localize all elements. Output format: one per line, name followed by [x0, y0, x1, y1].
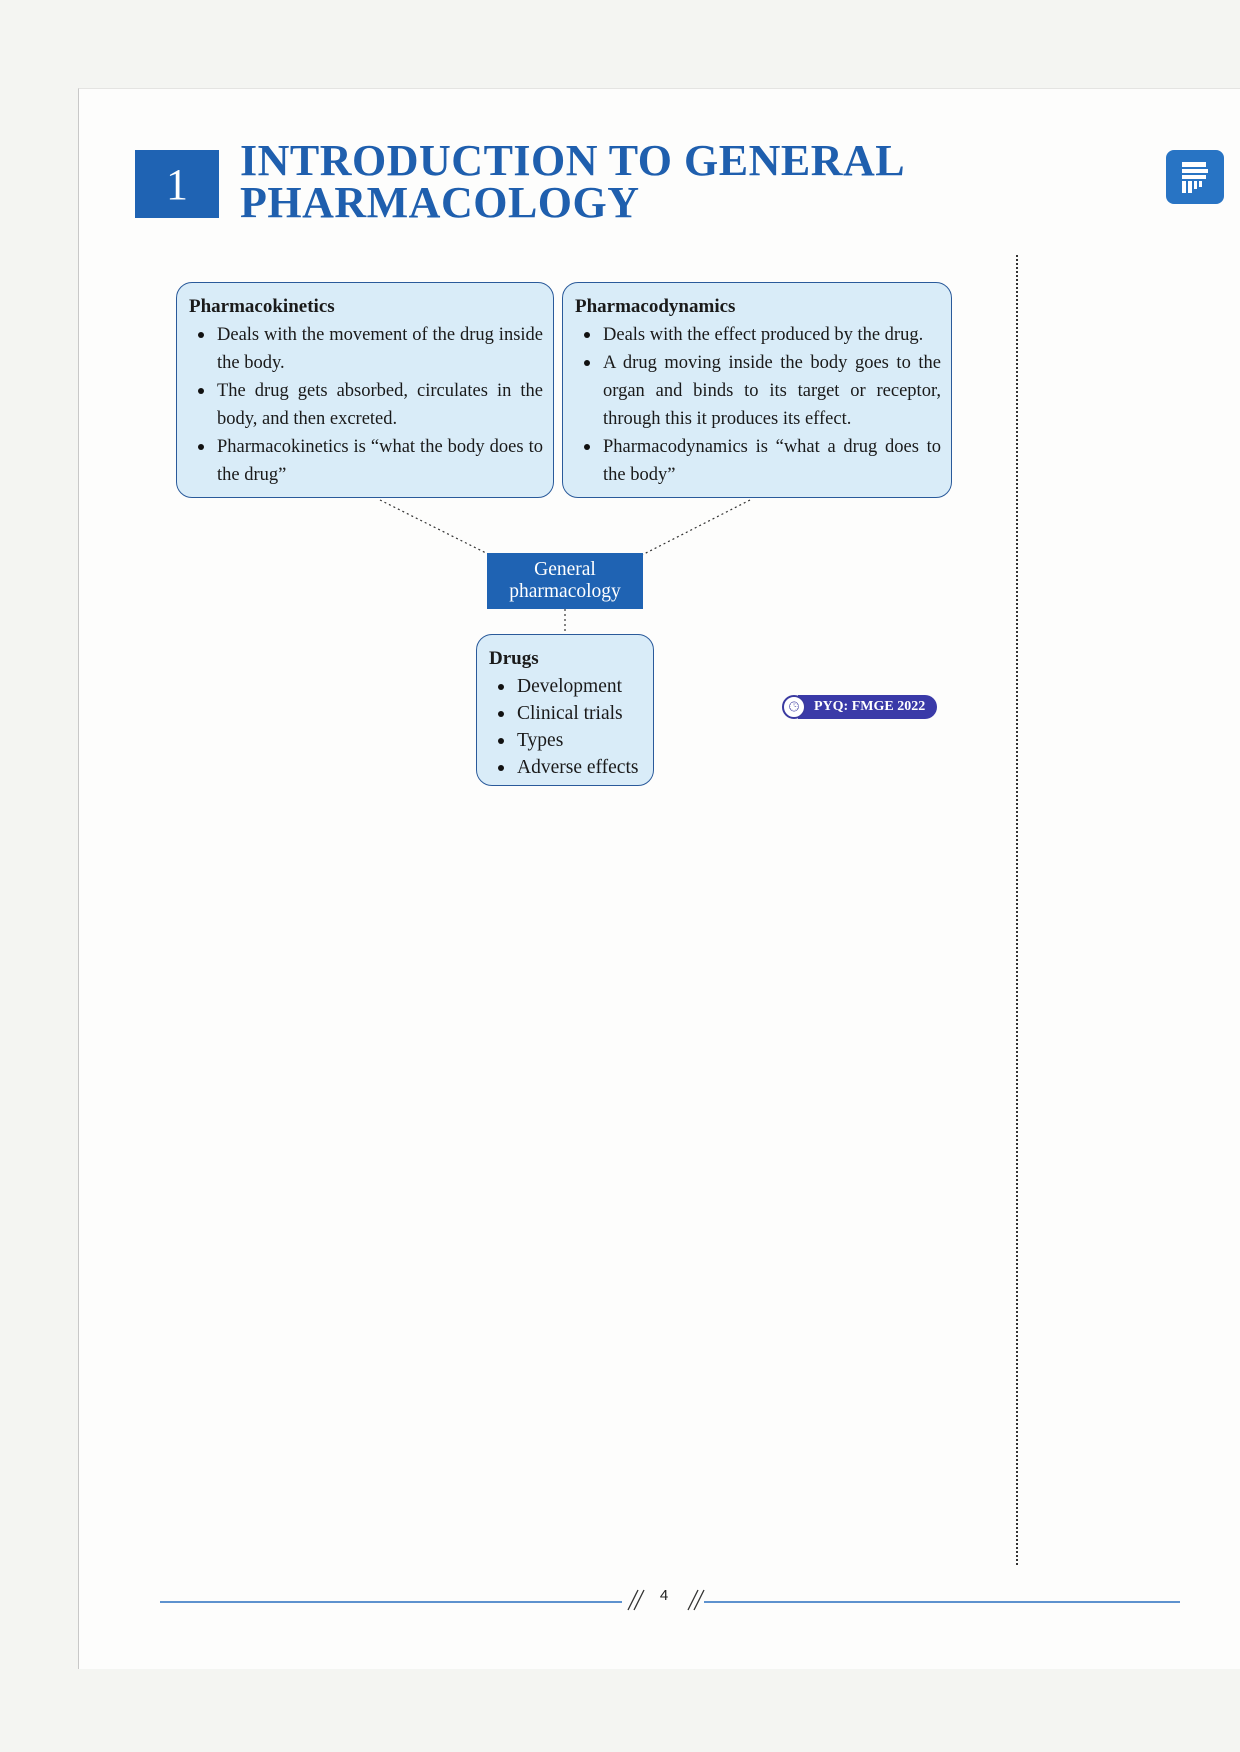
pharmacokinetics-list — [189, 321, 543, 489]
history-clock-icon: 🕒︎ — [782, 695, 806, 719]
list-item: Adverse effects — [489, 754, 643, 781]
pharmacodynamics-box — [562, 282, 952, 498]
chapter-title — [240, 136, 906, 227]
chapter-title-line2: PHARMACOLOGY — [240, 178, 640, 227]
list-item: A drug moving inside the body goes to the organ and binds to its target or receptor, through this it produces its effect. — [575, 349, 941, 433]
pharmacokinetics-box — [176, 282, 554, 498]
center-node-line2: pharmacology — [509, 581, 621, 602]
drugs-heading: Drugs — [489, 648, 539, 669]
book-p-logo-icon — [1166, 150, 1224, 204]
page-number: 4 — [659, 1587, 669, 1604]
chapter-number: 1 — [166, 159, 188, 209]
chapter-number-badge — [135, 150, 219, 218]
list-item: Development — [489, 673, 643, 700]
margin-dotted-rule — [1016, 255, 1018, 1565]
pyq-tag — [782, 694, 937, 720]
chapter-title-line1: INTRODUCTION TO GENERAL — [240, 136, 906, 185]
pyq-label: PYQ: FMGE 2022 — [798, 695, 937, 719]
list-item: Deals with the movement of the drug inside the body. — [189, 321, 543, 377]
pharmacokinetics-heading: Pharmacokinetics — [189, 296, 335, 317]
list-item: Pharmacodynamics is “what a drug does to the body” — [575, 433, 941, 489]
pharmacodynamics-heading: Pharmacodynamics — [575, 296, 736, 317]
general-pharmacology-node — [487, 553, 643, 609]
drugs-box — [476, 634, 654, 786]
pharmacodynamics-list — [575, 321, 941, 489]
list-item: The drug gets absorbed, circulates in the body, and then excreted. — [189, 377, 543, 433]
footer-rule — [0, 1578, 1240, 1618]
drugs-list — [489, 673, 643, 781]
center-node-line1: General — [534, 559, 596, 580]
list-item: Clinical trials — [489, 700, 643, 727]
list-item: Pharmacokinetics is “what the body does to the drug” — [189, 433, 543, 489]
list-item: Deals with the effect produced by the drug. — [575, 321, 941, 349]
list-item: Types — [489, 727, 643, 754]
